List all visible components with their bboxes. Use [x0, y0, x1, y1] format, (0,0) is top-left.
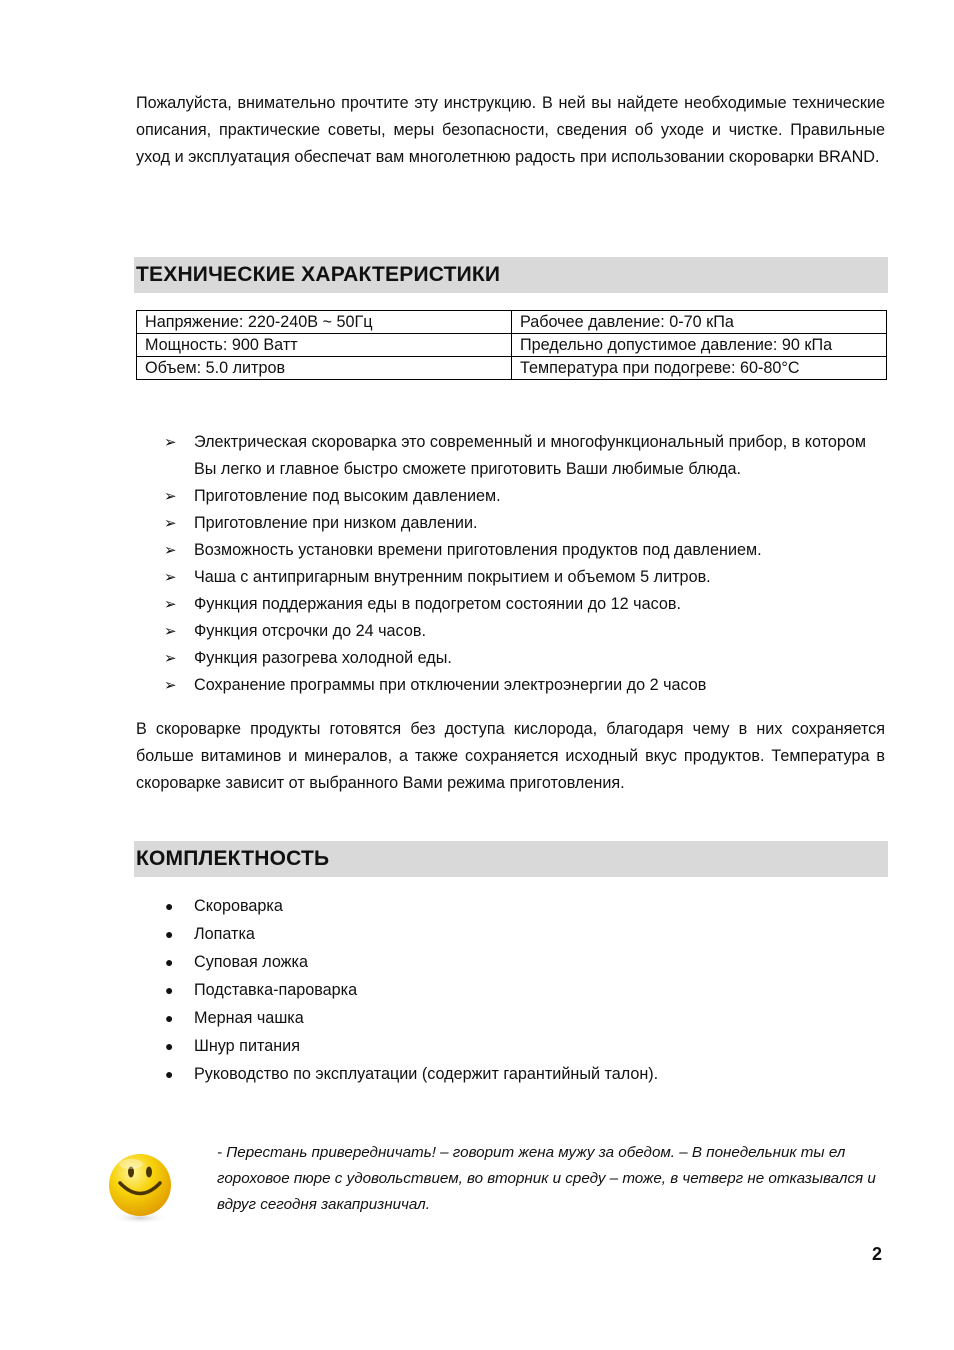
feature-text: Чаша с антипригарным внутренним покрытием и объемом 5 литров.: [194, 568, 711, 586]
kit-item-text: Мерная чашка: [194, 1009, 304, 1027]
spec-volume: Объем: 5.0 литров: [137, 357, 512, 380]
list-item: [0, 948, 884, 976]
oxygen-note-paragraph: В скороварке продукты готовятся без доступа кислорода, благодаря чему в них сохраняется больше витаминов и минералов, а также сохраняется исходный вкус продуктов. Температура в скороварке зависит от выбранного Вами режима приготовления.: [136, 720, 885, 792]
spec-max-pressure: Предельно допустимое давление: 90 кПа: [512, 334, 887, 357]
list-item: [0, 892, 884, 920]
table-row: [137, 357, 887, 380]
feature-text: Функция поддержания еды в подогретом состоянии до 12 часов.: [194, 595, 681, 613]
bullet-dot-icon: ●: [165, 954, 174, 970]
arrow-bullet-icon: ➢: [164, 623, 177, 640]
kit-item-text: Руководство по эксплуатации (содержит гарантийный талон).: [194, 1065, 659, 1083]
bullet-dot-icon: ●: [165, 1010, 174, 1026]
specs-section-title: ТЕХНИЧЕСКИЕ ХАРАКТЕРИСТИКИ: [134, 257, 888, 293]
page-number: 2: [872, 1244, 883, 1264]
kit-item-text: Лопатка: [194, 925, 255, 943]
spec-working-pressure: Рабочее давление: 0-70 кПа: [512, 311, 887, 334]
feature-text: Электрическая скороварка это современный и многофункциональный прибор, в котором Вы легко и главное быстро сможете приготовить Ваши любимые блюда.: [194, 433, 867, 478]
bullet-dot-icon: ●: [165, 926, 174, 942]
list-item: [0, 429, 884, 483]
feature-text: Функция разогрева холодной еды.: [194, 649, 452, 667]
list-item: [0, 1032, 884, 1060]
list-item: [0, 564, 884, 591]
arrow-bullet-icon: ➢: [164, 677, 177, 694]
joke-text: - Перестань привередничать! – говорит жена мужу за обедом. – В понедельник ты ел гороховое пюре с удовольствием, во вторник и среду – тоже, в четверг не отказывался и вдруг сегодня закапризничал.: [217, 1144, 876, 1213]
arrow-bullet-icon: ➢: [164, 515, 177, 532]
arrow-bullet-icon: ➢: [164, 650, 177, 667]
list-item: [0, 1004, 884, 1032]
bullet-dot-icon: ●: [165, 1066, 174, 1082]
table-row: [137, 334, 887, 357]
feature-text: Приготовление под высоким давлением.: [194, 487, 501, 505]
feature-text: Сохранение программы при отключении электроэнергии до 2 часов: [194, 676, 707, 694]
feature-text: Функция отсрочки до 24 часов.: [194, 622, 426, 640]
list-item: [0, 672, 884, 699]
kit-item-text: Шнур питания: [194, 1037, 300, 1055]
list-item: [0, 483, 884, 510]
bullet-dot-icon: ●: [165, 1038, 174, 1054]
bullet-dot-icon: ●: [165, 982, 174, 998]
list-item: [0, 510, 884, 537]
table-row: [137, 311, 887, 334]
kit-item-text: Суповая ложка: [194, 953, 308, 971]
kit-section-title: КОМПЛЕКТНОСТЬ: [134, 841, 888, 877]
smiley-face-icon: [104, 1150, 176, 1226]
specs-table: [136, 310, 887, 380]
list-item: [0, 537, 884, 564]
spec-power: Мощность: 900 Ватт: [137, 334, 512, 357]
feature-text: Приготовление при низком давлении.: [194, 514, 478, 532]
list-item: [0, 591, 884, 618]
arrow-bullet-icon: ➢: [164, 569, 177, 586]
list-item: [0, 618, 884, 645]
spec-voltage: Напряжение: 220-240В ~ 50Гц: [137, 311, 512, 334]
list-item: [0, 976, 884, 1004]
list-item: [0, 645, 884, 672]
feature-text: Возможность установки времени приготовления продуктов под давлением.: [194, 541, 762, 559]
list-item: [0, 920, 884, 948]
list-item: [0, 1060, 884, 1088]
kit-list: [0, 892, 884, 1088]
kit-item-text: Подставка-пароварка: [194, 981, 358, 999]
spec-warming-temperature: Температура при подогреве: 60-80°C: [512, 357, 887, 380]
arrow-bullet-icon: ➢: [164, 596, 177, 613]
arrow-bullet-icon: ➢: [164, 542, 177, 559]
features-list: [0, 429, 884, 699]
arrow-bullet-icon: ➢: [164, 488, 177, 505]
bullet-dot-icon: ●: [165, 898, 174, 914]
kit-item-text: Скороварка: [194, 897, 283, 915]
intro-paragraph: Пожалуйста, внимательно прочтите эту инструкцию. В ней вы найдете необходимые технические описания, практические советы, меры безопасности, сведения об уходе и чистке. Правильные уход и эксплуатация обеспечат вам многолетнюю радость при использовании скороварки BRAND.: [136, 94, 885, 166]
arrow-bullet-icon: ➢: [164, 434, 177, 451]
